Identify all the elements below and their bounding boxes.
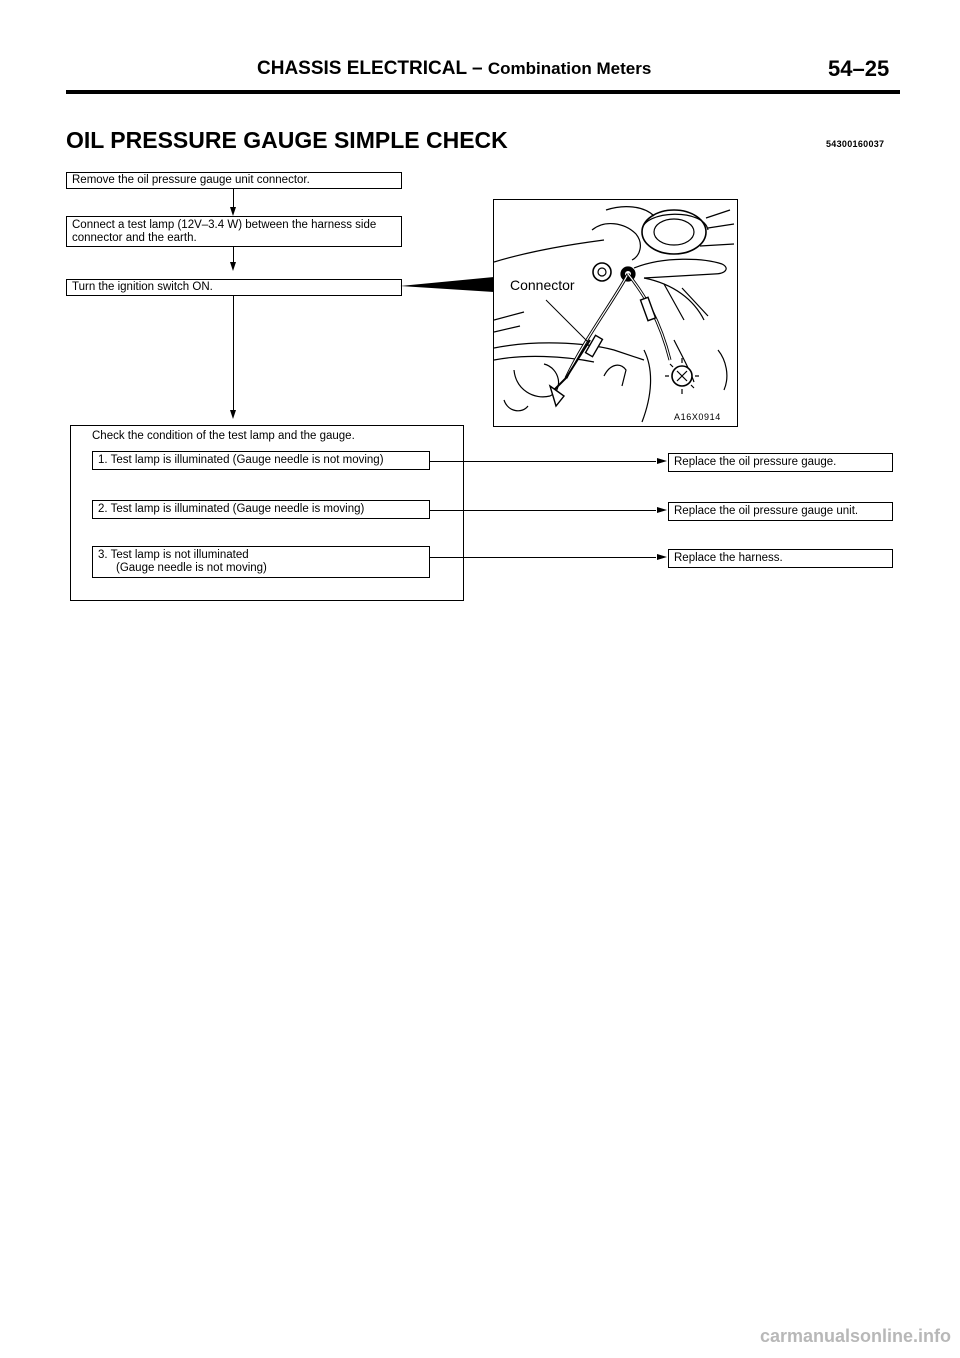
result-replace-gauge-unit: [668, 502, 893, 521]
header-rule: [66, 90, 900, 94]
page-number: 54–25: [828, 56, 890, 81]
condition-3: [92, 546, 430, 578]
flow-connector-1: [233, 189, 234, 208]
watermark: carmanualsonline.info: [760, 1326, 952, 1346]
result-line-2: [430, 510, 656, 511]
condition-1: [92, 451, 430, 470]
step-remove-connector: [66, 172, 402, 189]
step-ignition-on-text: Turn the ignition switch ON.: [72, 281, 213, 293]
condition-2-text: 2. Test lamp is illuminated (Gauge needle is moving): [98, 503, 365, 515]
page-title: OIL PRESSURE GAUGE SIMPLE CHECK: [66, 127, 508, 153]
check-condition-title: Check the condition of the test lamp and the gauge.: [92, 430, 355, 442]
connector-location-figure: [493, 199, 738, 427]
header-section: [257, 58, 651, 80]
figure-label-connector: Connector: [510, 277, 575, 293]
flow-connector-3: [233, 296, 234, 411]
condition-3-subtext: (Gauge needle is not moving): [116, 562, 267, 574]
arrow-right-icon: [657, 507, 667, 513]
step-connect-test-lamp-text: Connect a test lamp (12V–3.4 W) between the harness side connector and the earth.: [72, 219, 377, 244]
arrow-down-icon: [230, 262, 236, 271]
engine-illustration: [494, 200, 738, 427]
step-ignition-on: [66, 279, 402, 296]
arrow-right-icon: [657, 458, 667, 464]
arrow-down-icon: [230, 207, 236, 216]
pointer-to-figure: [400, 276, 494, 296]
result-line-1: [430, 461, 656, 462]
result-line-3: [430, 557, 656, 558]
condition-1-text: 1. Test lamp is illuminated (Gauge needle is not moving): [98, 454, 384, 466]
condition-3-text: 3. Test lamp is not illuminated: [98, 549, 249, 561]
result-replace-harness: [668, 549, 893, 568]
condition-2: [92, 500, 430, 519]
header-dash: –: [472, 58, 483, 79]
document-code: 54300160037: [826, 139, 885, 149]
figure-id: A16X0914: [674, 412, 721, 422]
result-replace-gauge-text: Replace the oil pressure gauge.: [674, 456, 837, 468]
result-replace-gauge-unit-text: Replace the oil pressure gauge unit.: [674, 505, 859, 517]
step-connect-test-lamp: [66, 216, 402, 247]
header-subsection: Combination Meters: [487, 59, 652, 78]
arrow-right-icon: [657, 554, 667, 560]
result-replace-gauge: [668, 453, 893, 472]
result-replace-harness-text: Replace the harness.: [674, 552, 783, 564]
flow-connector-2: [233, 247, 234, 263]
header-section-title: CHASSIS ELECTRICAL: [257, 58, 467, 79]
arrow-down-icon: [230, 410, 236, 419]
step-remove-connector-text: Remove the oil pressure gauge unit connector.: [72, 174, 310, 186]
